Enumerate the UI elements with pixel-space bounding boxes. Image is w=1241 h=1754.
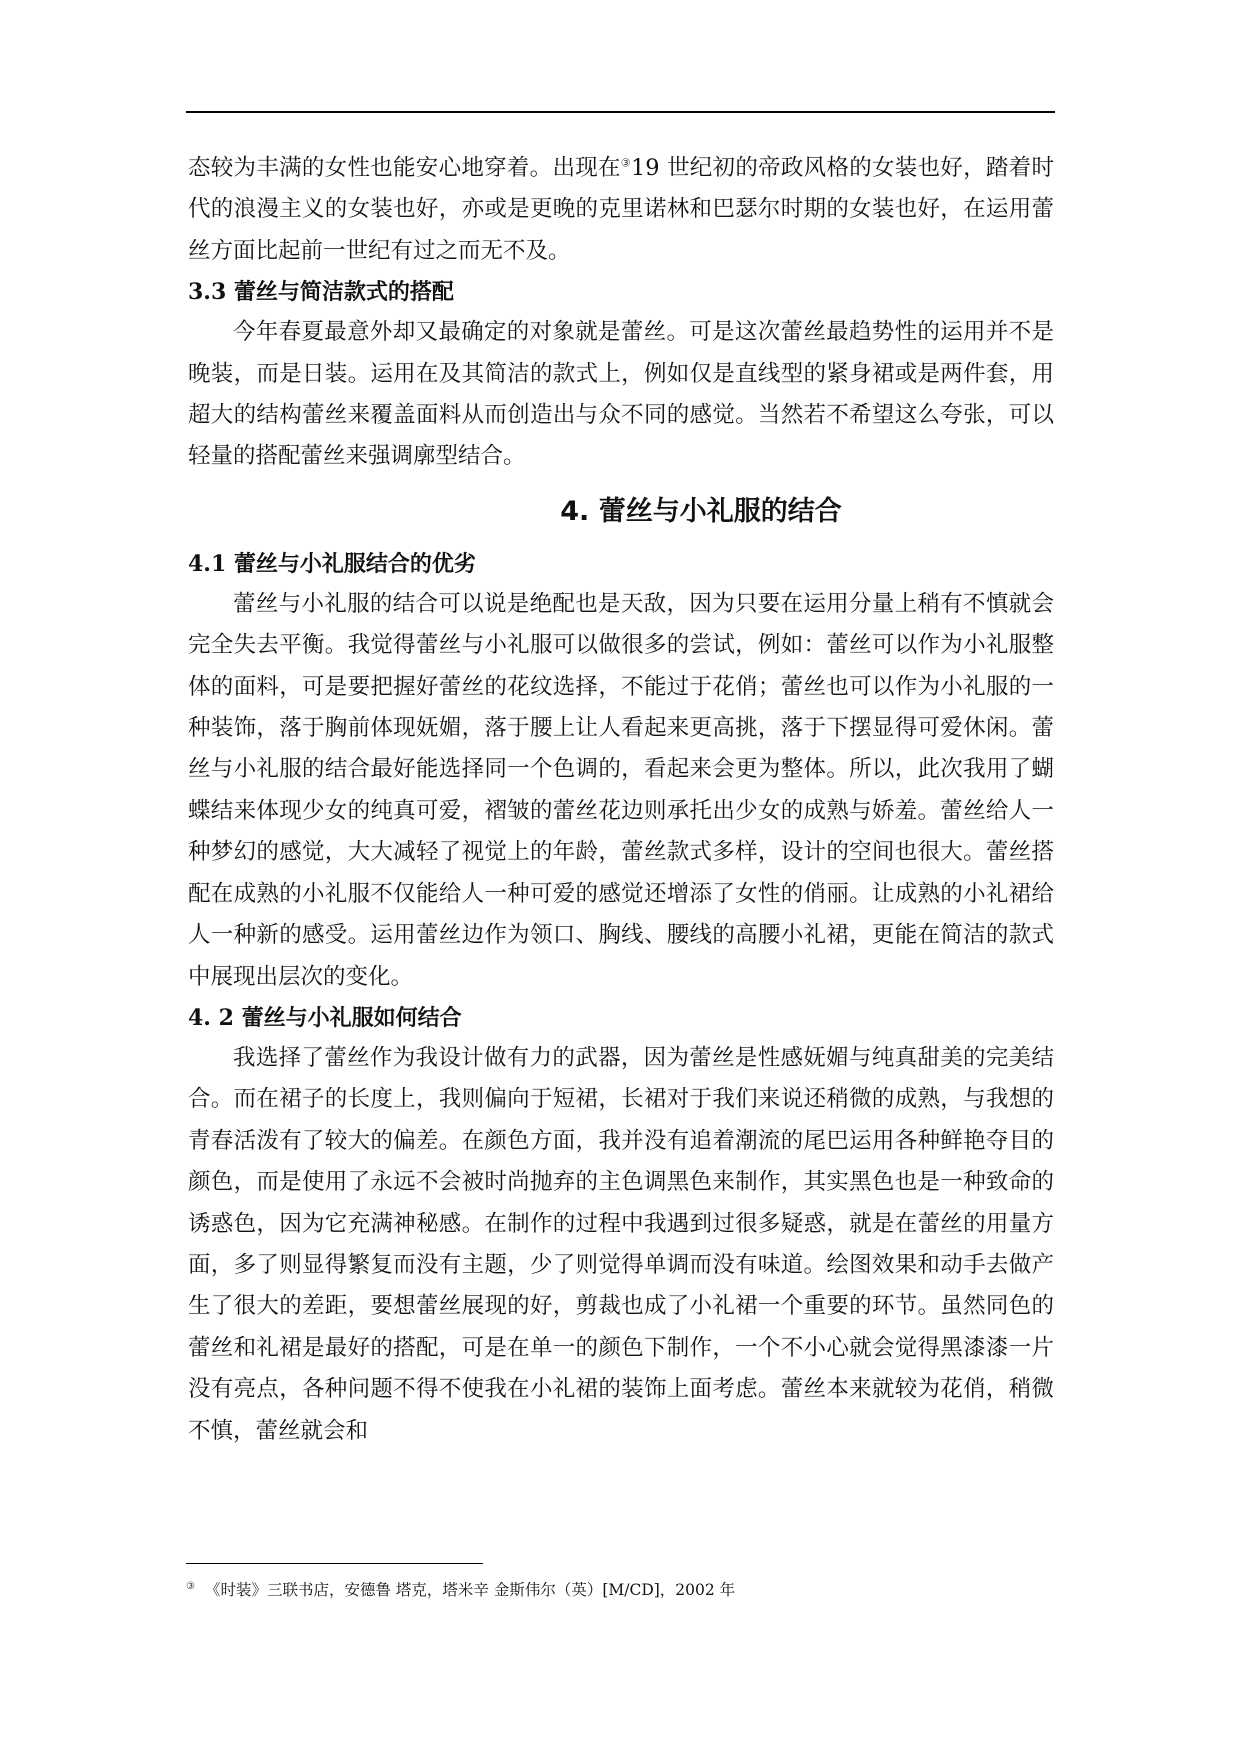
section-4-1-body: 蕾丝与小礼服的结合可以说是绝配也是天敌，因为只要在运用分量上稍有不慎就会完全失去平衡。我觉得蕾丝与小礼服可以做很多的尝试，例如：蕾丝可以作为小礼服整体的面料，可是要把握好蕾丝的花纹选择，不能过于花俏；蕾丝也可以作为小礼服的一种装饰，落于胸前体现妩媚，落于腰上让人看起来更高挑，落于下摆显得可爱休闲。蕾丝与小礼服的结合最好能选择同一个色调的，看起来会更为整体。所以，此次我用了蝴蝶结来体现少女的纯真可爱，褶皱的蕾丝花边则承托出少女的成熟与娇羞。蕾丝给人一种梦幻的感觉，大大减轻了视觉上的年龄，蕾丝款式多样，设计的空间也很大。蕾丝搭配在成熟的小礼服不仅能给人一种可爱的感觉还增添了女性的俏丽。让成熟的小礼裙给人一种新的感受。运用蕾丝边作为领口、胸线、腰线的高腰小礼裙，更能在简洁的款式中展现出层次的变化。 [188, 590, 1054, 990]
continued-paragraph [188, 148, 1054, 272]
footnote-reference[interactable]: ③ [620, 156, 631, 170]
header-rule [186, 111, 1055, 113]
footnote-mark: ③ [186, 1581, 195, 1592]
footnote [186, 1576, 1052, 1601]
footnote-text: 《时装》三联书店，安德鲁 塔克，塔米辛 金斯伟尔（英）[M/CD]，2002 年 [204, 1581, 736, 1600]
section-3-3-heading: 3.3 蕾丝与简洁款式的搭配 [188, 279, 454, 306]
section-4-2-heading: 4. 2 蕾丝与小礼服如何结合 [188, 1004, 462, 1031]
section-4-1-heading: 4.1 蕾丝与小礼服结合的优劣 [188, 550, 476, 577]
footnote-separator [186, 1563, 483, 1564]
page-content [188, 148, 1054, 1452]
section-4-2-body: 我选择了蕾丝作为我设计做有力的武器，因为蕾丝是性感妩媚与纯真甜美的完美结合。而在裙子的长度上，我则偏向于短裙，长裙对于我们来说还稍微的成熟，与我想的青春活泼有了较大的偏差。在颜色方面，我并没有追着潮流的尾巴运用各种鲜艳夺目的颜色，而是使用了永远不会被时尚抛弃的主色调黑色来制作，其实黑色也是一种致命的诱惑色，因为它充满神秘感。在制作的过程中我遇到过很多疑惑，就是在蕾丝的用量方面，多了则显得繁复而没有主题，少了则觉得单调而没有味道。绘图效果和动手去做产生了很大的差距，要想蕾丝展现的好，剪裁也成了小礼裙一个重要的环节。虽然同色的蕾丝和礼裙是最好的搭配，可是在单一的颜色下制作，一个不小心就会觉得黑漆漆一片没有亮点，各种问题不得不使我在小礼裙的装饰上面考虑。蕾丝本来就较为花俏，稍微不慎，蕾丝就会和 [188, 1044, 1054, 1444]
section-3-3-body: 今年春夏最意外却又最确定的对象就是蕾丝。可是这次蕾丝最趋势性的运用并不是晚装，而是日装。运用在及其简洁的款式上，例如仅是直线型的紧身裙或是两件套，用超大的结构蕾丝来覆盖面料从而创造出与众不同的感觉。当然若不希望这么夸张，可以轻量的搭配蕾丝来强调廓型结合。 [188, 319, 1054, 470]
paragraph-text-rest: 19 世纪初的帝政风格的女装也好，踏着时代的浪漫主义的女装也好，亦或是更晚的克里诺林和巴瑟尔时期的女装也好，在运用蕾丝方面比起前一世纪有过之而无不及。 [188, 155, 1054, 264]
paragraph-text: 态较为丰满的女性也能安心地穿着。出现在 [188, 155, 621, 181]
section-4-title: 4. 蕾丝与小礼服的结合 [560, 495, 842, 527]
